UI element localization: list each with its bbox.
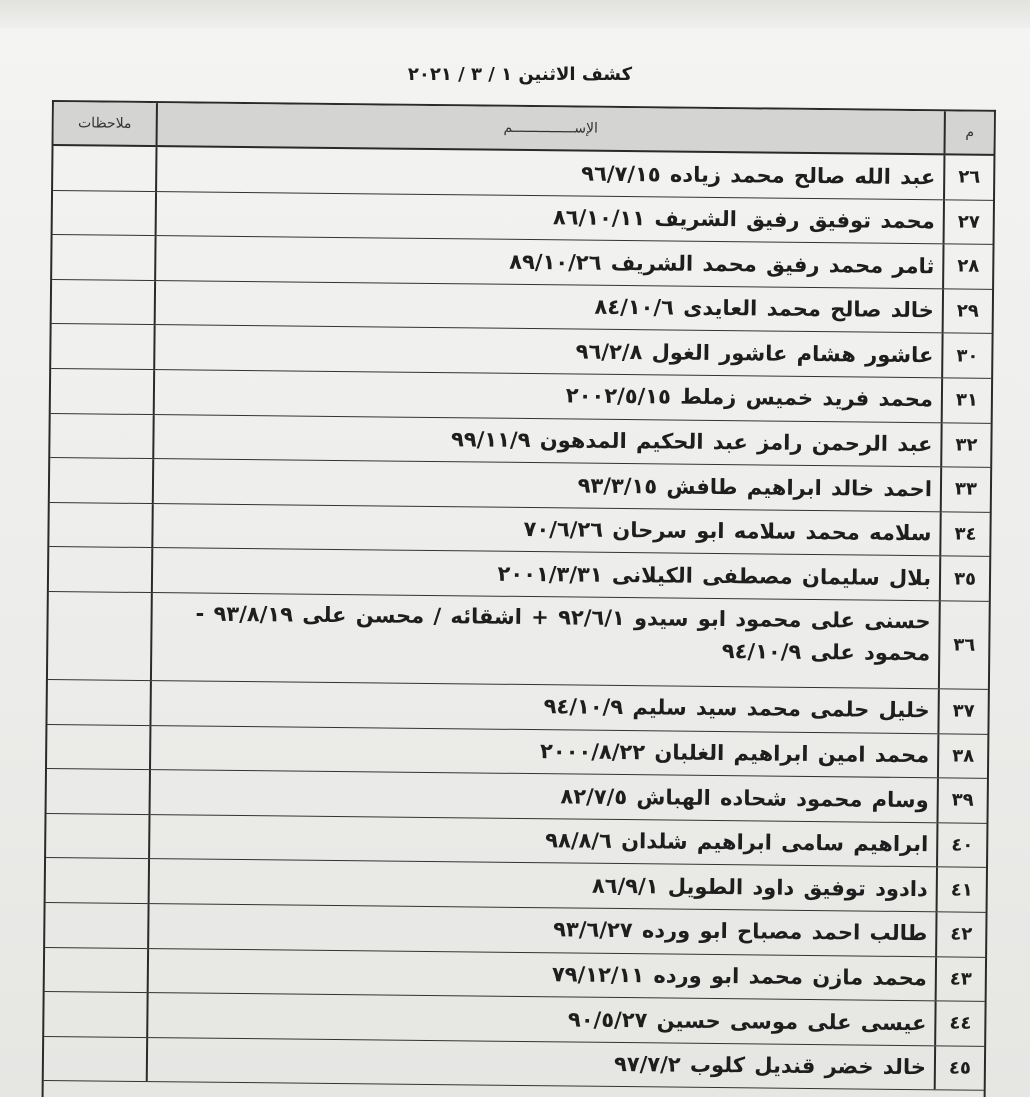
row-name: خالد خضر قنديل كلوب ٩٧/٧/٢	[146, 1038, 934, 1090]
row-name: خالد صالح محمد العايدى ٨٤/١٠/٦	[154, 281, 942, 333]
page-top-edge	[0, 0, 1030, 28]
row-number: ٣٢	[940, 423, 990, 467]
row-number: ٤١	[936, 868, 986, 912]
row-name: محمد امين ابراهيم الغلبان ٢٠٠٠/٨/٢٢	[149, 726, 937, 778]
row-note	[47, 769, 149, 814]
row-name: محمد مازن محمد ابو ورده ٧٩/١٢/١١	[147, 949, 935, 1001]
row-note	[44, 1037, 146, 1082]
row-note	[53, 146, 155, 191]
row-number: ٣٦	[938, 601, 989, 689]
table-row	[44, 1037, 984, 1091]
row-note	[48, 592, 151, 680]
row-number: ٣٤	[939, 512, 989, 556]
row-number: ٤٠	[936, 823, 986, 867]
row-number: ٢٩	[942, 289, 992, 333]
row-name: طالب احمد مصباح ابو ورده ٩٣/٦/٢٧	[147, 904, 935, 956]
row-name: عيسى على موسى حسين ٩٠/٥/٢٧	[146, 993, 934, 1045]
row-name: بلال سليمان مصطفى الكيلانى ٢٠٠١/٣/٣١	[151, 548, 939, 600]
row-note	[51, 324, 153, 369]
header-notes: ملاحظات	[77, 115, 132, 132]
row-name: محمد توفيق رفيق الشريف ٨٦/١٠/١١	[155, 192, 943, 244]
row-note	[46, 814, 148, 859]
row-number: ٣٩	[936, 778, 986, 822]
row-name: ابراهيم سامى ابراهيم شلدان ٩٨/٨/٦	[148, 815, 936, 867]
row-note	[46, 858, 148, 903]
row-name: عبد الله صالح محمد زياده ٩٦/٧/١٥	[155, 147, 943, 199]
row-note	[52, 280, 154, 325]
header-name: الإســـــــــــــــم	[156, 103, 944, 153]
row-number: ٢٨	[942, 245, 992, 289]
row-name: حسنى على محمود ابو سيدو ٩٢/٦/١ + اشقائه / محسن على ٩٣/٨/١٩ - محمود على ٩٤/١٠/٩	[150, 593, 939, 688]
row-number: ٣٠	[941, 334, 991, 378]
row-name: سلامه محمد سلامه ابو سرحان ٧٠/٦/٢٦	[151, 504, 939, 556]
row-number: ٤٢	[935, 912, 985, 956]
row-name: احمد خالد ابراهيم طافش ٩٣/٣/١٥	[152, 459, 940, 511]
row-name: عاشور هشام عاشور الغول ٩٦/٢/٨	[153, 325, 941, 377]
row-number: ٣١	[941, 378, 991, 422]
row-note	[50, 414, 152, 459]
row-name: محمد فريد خميس زملط ٢٠٠٢/٥/١٥	[153, 370, 941, 422]
row-number: ٣٥	[939, 557, 989, 601]
row-number: ٤٤	[934, 1001, 984, 1045]
row-note	[49, 503, 151, 548]
row-name: ثامر محمد رفيق محمد الشريف ٨٩/١٠/٢٦	[154, 236, 942, 288]
row-number: ٣٣	[940, 467, 990, 511]
row-number: ٣٨	[937, 734, 987, 778]
row-number: ٣٧	[937, 689, 987, 733]
row-name: وسام محمود شحاده الهباش ٨٢/٧/٥	[149, 770, 937, 822]
row-number: ٤٥	[934, 1046, 984, 1090]
document-title: كشف الاثنين ١ / ٣ / ٢٠٢١	[407, 64, 633, 85]
row-name: دادود توفيق داود الطويل ٨٦/٩/١	[148, 859, 936, 911]
row-note	[47, 680, 149, 725]
table-body	[44, 146, 994, 1091]
row-name: عبد الرحمن رامز عبد الحكيم المدهون ٩٩/١١/٩	[152, 415, 940, 467]
row-note	[50, 458, 152, 503]
row-note	[45, 903, 147, 948]
row-note	[49, 547, 151, 592]
row-number: ٢٧	[943, 200, 993, 244]
row-number: ٤٣	[935, 957, 985, 1001]
row-note	[53, 191, 155, 236]
table-row	[48, 592, 989, 690]
row-note	[47, 725, 149, 770]
row-note	[45, 947, 147, 992]
names-table	[41, 100, 996, 1097]
header-number: م	[943, 111, 993, 154]
row-note	[52, 235, 154, 280]
row-note	[51, 369, 153, 414]
row-number: ٢٦	[943, 155, 993, 199]
row-note	[44, 992, 146, 1037]
row-name: خليل حلمى محمد سيد سليم ٩٤/١٠/٩	[149, 681, 937, 733]
